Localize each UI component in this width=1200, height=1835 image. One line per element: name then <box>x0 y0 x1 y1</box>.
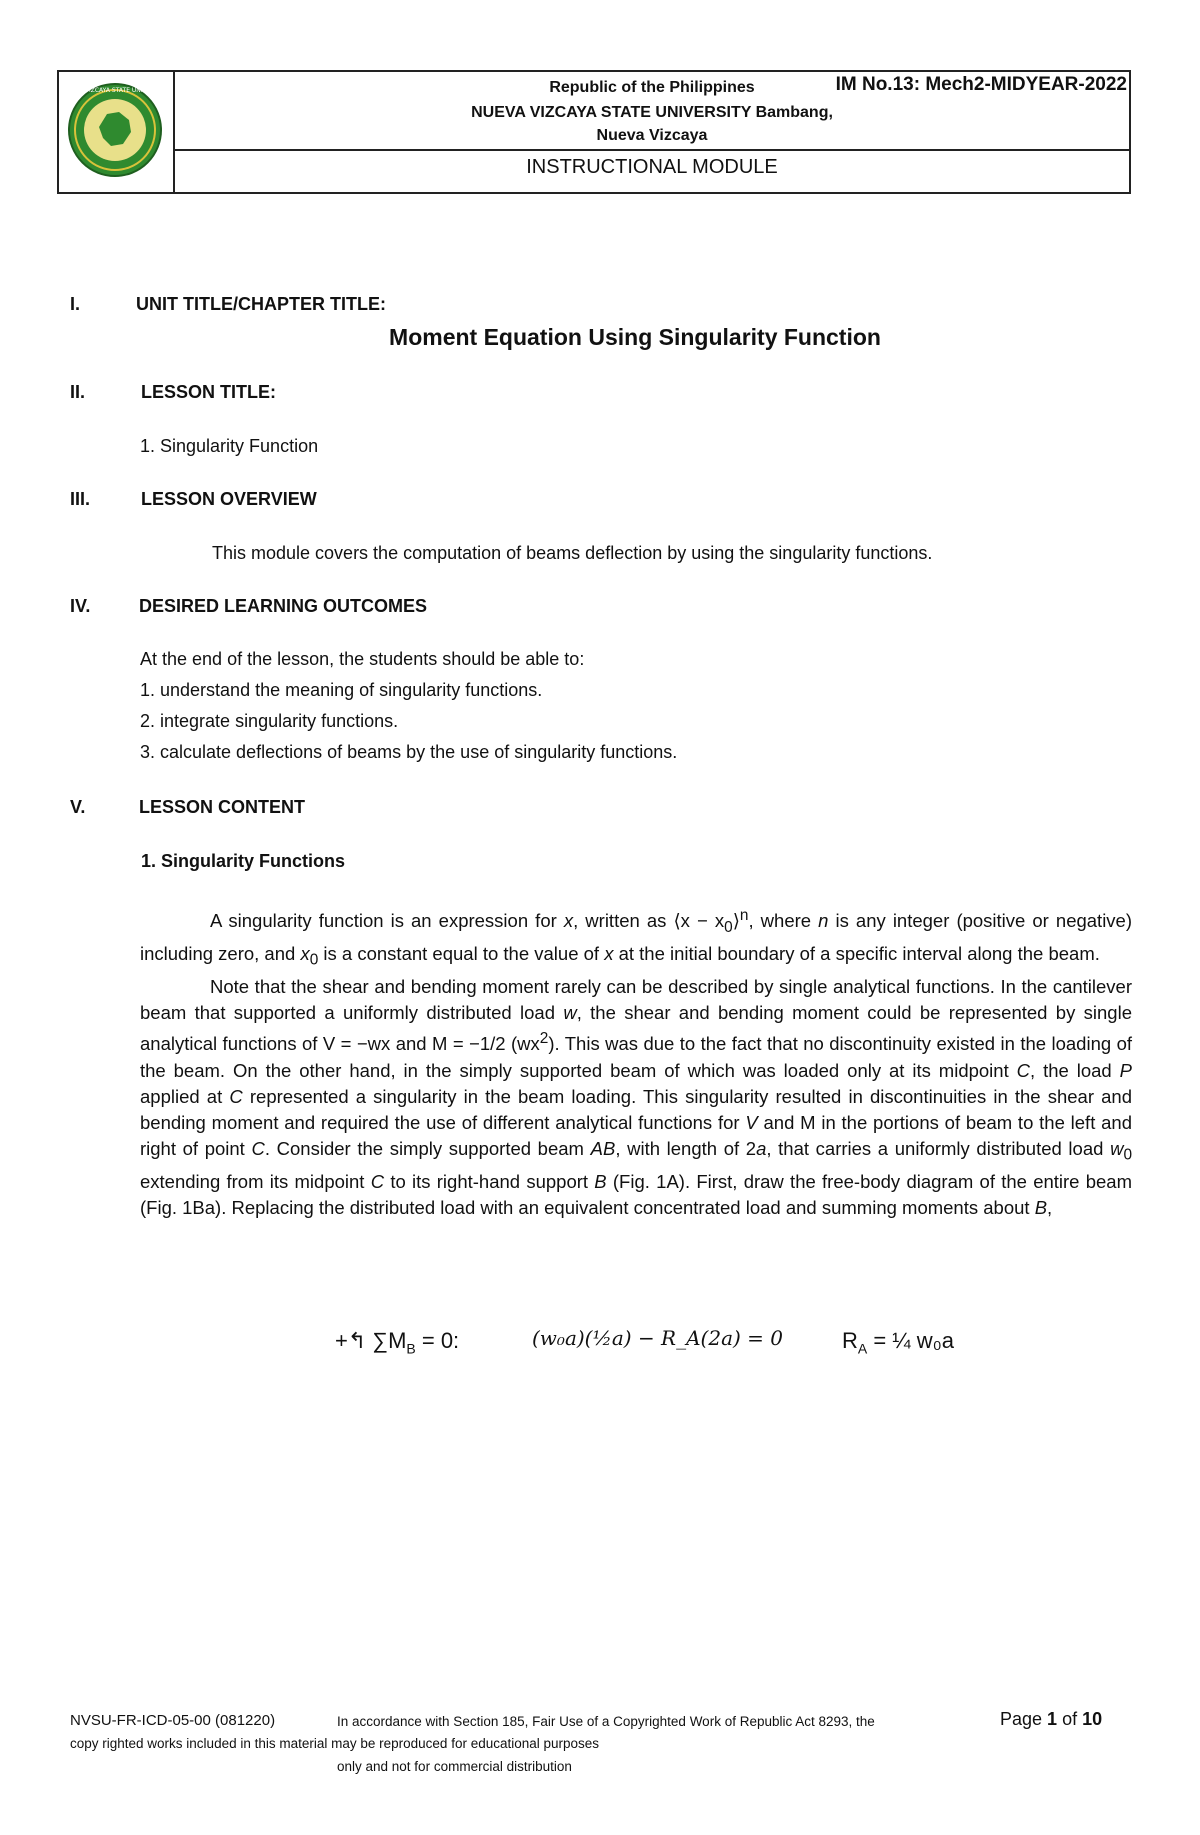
paragraph-definition: A singularity function is an expression for x, written as ⟨x − $x_0⟩^n$, where n is any integer (positive or negative) including zero, and $x_0$ is a constant equal to the value of x at the initial boundary of a specific interval along the beam. <box>140 907 1133 969</box>
outcome-item: 2. integrate singularity functions. <box>140 711 399 731</box>
section-1-number: I. <box>70 294 81 314</box>
section-2-label: LESSON TITLE: <box>141 382 276 402</box>
university-name: NUEVA VIZCAYA STATE UNIVERSITY Bambang, <box>471 104 833 121</box>
university-location: Nueva Vizcaya <box>596 127 708 144</box>
section-1-label: UNIT TITLE/CHAPTER TITLE: <box>136 294 386 314</box>
outcome-item: 3. calculate deflections of beams by the use of singularity functions. <box>140 742 678 762</box>
subheading-singularity-functions: 1. Singularity Functions <box>141 851 346 871</box>
equation-lhs: +↰ $\sum M_B = 0$: <box>335 1328 460 1357</box>
section-4-label: DESIRED LEARNING OUTCOMES <box>139 596 428 616</box>
equation-result: $R_A$ = ¼ w₀a <box>842 1328 955 1357</box>
outcomes-intro: At the end of the lesson, the students should be able to: <box>140 649 585 669</box>
module-label: INSTRUCTIONAL MODULE <box>526 156 778 178</box>
section-3-number: III. <box>70 489 91 509</box>
section-4-number: IV. <box>70 596 91 616</box>
logo-cell <box>59 72 175 192</box>
equation-moment-sum: (w₀a)(½a) − R_A(2a) = 0 <box>532 1326 784 1350</box>
im-number: IM No.13: Mech2-MIDYEAR-2022 <box>835 74 1127 95</box>
copyright-notice-line2: copy righted works included in this material may be reproduced for educational purposes <box>70 1736 600 1751</box>
section-5-number: V. <box>70 797 86 817</box>
page-number: 1 <box>1047 1709 1058 1729</box>
copyright-notice-line1: In accordance with Section 185, Fair Use of a Copyrighted Work of Republic Act 8293, the <box>337 1714 875 1729</box>
section-5-label: LESSON CONTENT <box>139 797 306 817</box>
paragraph-discussion: Note that the shear and bending moment rarely can be described by single analytical functions. In the cantilever beam that supported a uniformly distributed load w, the shear and bending moment could be represented by single analytical functions of V = −wx and M = −1/2 $(wx^2)$. This was due to the fact that no discontinuity existed in the loading of the beam. On the other hand, in the simply supported beam of which was loaded only at its midpoint C, the load P applied at C represented a singularity in the beam loading. This singularity resulted in discontinuities in the shear and bending moment and required the use of different analytical functions for V and M in the portions of beam to the left and right of point C. Consider the simply supported beam AB, with length of 2a, that carries a uniformly distributed load $w_0$ extending from its midpoint C to its right-hand support B (Fig. 1A). First, draw the free-body diagram of the entire beam (Fig. 1Ba). Replacing the distributed load with an equivalent concentrated load and summing moments about B, <box>140 975 1133 1219</box>
header-table <box>57 70 1131 194</box>
page-total: 10 <box>1082 1709 1103 1729</box>
outcome-item: 1. understand the meaning of singularity functions. <box>140 680 543 700</box>
university-seal-icon <box>59 72 171 190</box>
page-indicator: Page 1 of 10 <box>1000 1709 1103 1729</box>
header-divider <box>175 149 1129 151</box>
main-title: Moment Equation Using Singularity Function <box>389 324 881 350</box>
copyright-notice-line3: only and not for commercial distribution <box>337 1759 572 1774</box>
overview-text: This module covers the computation of beams deflection by using the singularity functions. <box>212 543 933 563</box>
lesson-title-value: 1. Singularity Function <box>140 436 319 456</box>
republic-line: Republic of the Philippines <box>549 79 755 96</box>
section-2-number: II. <box>70 382 86 402</box>
body-text <box>140 903 1132 1222</box>
form-code: NVSU-FR-ICD-05-00 (081220) <box>70 1712 276 1729</box>
section-3-label: LESSON OVERVIEW <box>141 489 317 509</box>
seal-text: NUEVA VIZCAYA STATE UNIVERSITY <box>62 87 168 94</box>
